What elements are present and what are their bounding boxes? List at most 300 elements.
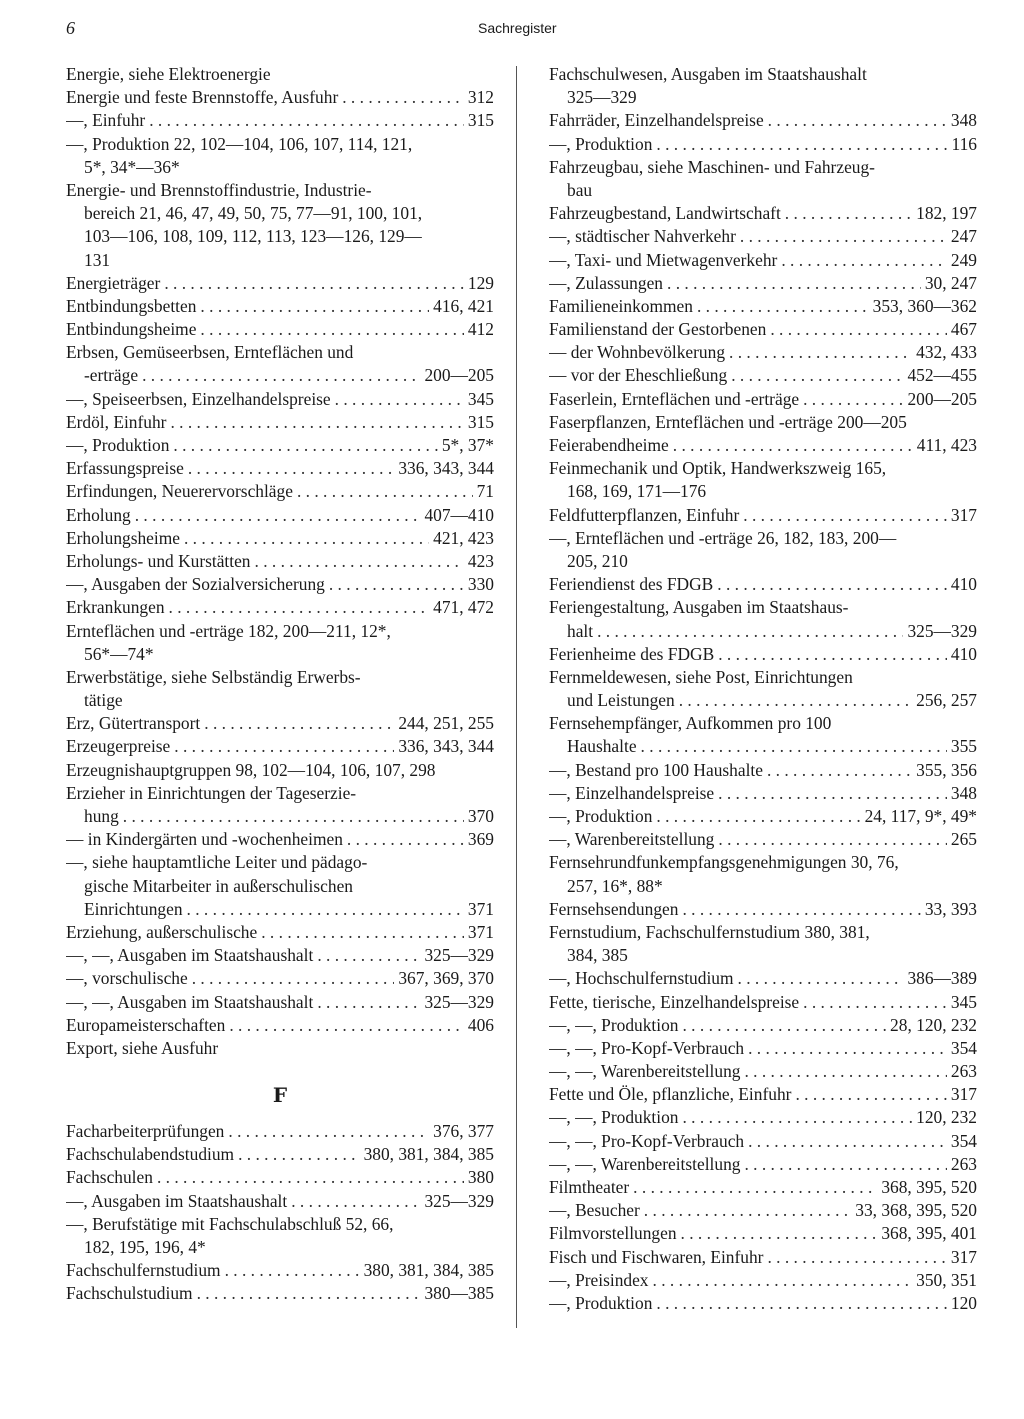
index-term: Energie und feste Brennstoffe, Ausfuhr <box>66 87 339 108</box>
index-entry <box>549 689 977 712</box>
page-reference: 336, 343, 344 <box>398 458 494 479</box>
index-term: Faserlein, Ernteflächen und -erträge <box>549 388 800 409</box>
index-term: Erziehung, außerschulische <box>66 921 258 942</box>
index-entry <box>66 86 494 109</box>
index-term: tätige <box>84 690 123 711</box>
index-term: —, Produktion <box>549 1292 653 1313</box>
page-reference: 348 <box>950 110 977 131</box>
dot-leader <box>261 921 464 944</box>
index-term: Fernsehempfänger, Aufkommen pro 100 <box>549 713 832 734</box>
index-entry <box>549 249 977 272</box>
dot-leader <box>770 318 947 341</box>
index-entry <box>66 527 494 550</box>
dot-leader <box>297 480 473 503</box>
index-term: Feriengestaltung, Ausgaben im Staatshaus- <box>549 597 849 618</box>
index-entry <box>549 1222 977 1245</box>
dot-leader <box>164 272 464 295</box>
index-entry <box>549 921 977 944</box>
page-reference: 71 <box>476 481 494 502</box>
page-reference: 380, 381, 384, 385 <box>363 1144 494 1165</box>
index-entry <box>66 249 494 272</box>
dot-leader <box>744 1153 946 1176</box>
index-term: 5*, 34*—36* <box>84 156 180 177</box>
page-reference: 467 <box>950 319 977 340</box>
index-entry <box>549 759 977 782</box>
dot-leader <box>656 1292 947 1315</box>
dot-leader <box>667 272 921 295</box>
dot-leader <box>197 1282 421 1305</box>
index-term: —, —, Warenbereitstellung <box>549 1153 741 1174</box>
index-entry <box>549 133 977 156</box>
dot-leader <box>718 782 947 805</box>
page-reference: 410 <box>950 574 977 595</box>
index-term: Entbindungsbetten <box>66 295 197 316</box>
index-entry <box>549 666 977 689</box>
index-entry <box>66 712 494 735</box>
dot-leader <box>718 828 947 851</box>
page-reference: 256, 257 <box>916 690 977 711</box>
index-entry <box>549 967 977 990</box>
index-term: Fernmeldewesen, siehe Post, Einrichtungen <box>549 666 853 687</box>
index-term: Erholungsheime <box>66 527 180 548</box>
index-term: 384, 385 <box>567 945 628 966</box>
dot-leader <box>228 1120 429 1143</box>
page-reference: 325—329 <box>424 945 494 966</box>
dot-leader <box>656 133 947 156</box>
index-entry <box>549 1292 977 1315</box>
index-term: —, Ausgaben im Staatshaushalt <box>66 1190 288 1211</box>
page-reference: 325—329 <box>424 991 494 1012</box>
index-term: Familienstand der Gestorbenen <box>549 319 767 340</box>
index-term: -erträge <box>84 365 139 386</box>
index-term: 56*—74* <box>84 643 154 664</box>
page-reference: 30, 247 <box>924 272 977 293</box>
index-entry <box>549 156 977 179</box>
index-entry <box>66 295 494 318</box>
page-reference: 312 <box>467 87 494 108</box>
index-entry <box>66 202 494 225</box>
index-term: Familieneinkommen <box>549 295 693 316</box>
index-entry <box>66 620 494 643</box>
dot-leader <box>682 1014 886 1037</box>
index-entry <box>549 782 977 805</box>
index-entry <box>66 805 494 828</box>
index-entry <box>549 109 977 132</box>
index-entry <box>549 712 977 735</box>
dot-leader <box>188 457 395 480</box>
index-term: —, Produktion <box>549 133 653 154</box>
index-entry <box>66 1282 494 1305</box>
dot-leader <box>803 991 947 1014</box>
index-entry <box>549 318 977 341</box>
index-term: Fisch und Fischwaren, Einfuhr <box>549 1246 764 1267</box>
page-reference: 345 <box>950 991 977 1012</box>
index-entry <box>549 875 977 898</box>
index-entry <box>66 1213 494 1236</box>
index-term: — der Wohnbevölkerung <box>549 342 726 363</box>
index-entry <box>549 179 977 202</box>
index-entry <box>549 944 977 967</box>
page-reference: 432, 433 <box>916 342 977 363</box>
page-reference: 200—205 <box>424 365 494 386</box>
index-entry <box>549 991 977 1014</box>
index-entry <box>66 133 494 156</box>
dot-leader <box>767 1246 946 1269</box>
page-reference: 370 <box>467 806 494 826</box>
index-term: —, Preisindex <box>549 1269 649 1290</box>
page-reference: 315 <box>467 411 494 432</box>
dot-leader <box>682 898 920 921</box>
index-term: 103—106, 108, 109, 112, 113, 123—126, 129— <box>84 226 422 247</box>
index-entry <box>66 434 494 457</box>
index-entry <box>66 898 494 921</box>
index-entry <box>549 1246 977 1269</box>
index-entry <box>549 1014 977 1037</box>
index-entry <box>66 596 494 619</box>
index-term: Erzeugerpreise <box>66 736 171 757</box>
dot-leader <box>653 1269 913 1292</box>
dot-leader <box>673 434 913 457</box>
dot-leader <box>597 620 903 643</box>
section-letter-heading: F <box>272 1083 288 1108</box>
index-entry <box>66 318 494 341</box>
dot-leader <box>200 295 429 318</box>
page-reference: 182, 197 <box>916 203 977 224</box>
dot-leader <box>173 434 437 457</box>
index-entry <box>66 782 494 805</box>
index-entry <box>549 828 977 851</box>
index-entry <box>66 921 494 944</box>
dot-leader <box>204 712 394 735</box>
index-entry <box>549 643 977 666</box>
page-reference: 263 <box>950 1153 977 1174</box>
dot-leader <box>317 944 420 967</box>
page-reference: 120, 232 <box>916 1107 977 1128</box>
index-term: —, Taxi- und Mietwagenverkehr <box>549 249 778 270</box>
page-reference: 407—410 <box>424 504 494 525</box>
page-reference: 244, 251, 255 <box>398 713 494 734</box>
dot-leader <box>803 388 903 411</box>
page-reference: 350, 351 <box>916 1269 977 1290</box>
index-term: Fernstudium, Fachschulfernstudium 380, 381, <box>549 921 870 942</box>
index-entry <box>549 341 977 364</box>
index-entry <box>549 573 977 596</box>
index-entry <box>66 689 494 712</box>
index-term: bereich 21, 46, 47, 49, 50, 75, 77—91, 100, 101, <box>84 203 423 224</box>
index-entry <box>66 944 494 967</box>
index-term: Fahrzeugbestand, Landwirtschaft <box>549 203 781 224</box>
index-entry <box>66 1190 494 1213</box>
page-reference: 411, 423 <box>916 435 977 455</box>
page-reference: 355, 356 <box>916 759 977 780</box>
index-entry <box>66 411 494 434</box>
dot-leader <box>169 596 430 619</box>
index-entry <box>549 388 977 411</box>
index-entry <box>66 550 494 573</box>
page-reference: 371 <box>467 921 494 942</box>
index-term: 257, 16*, 88* <box>567 875 663 896</box>
index-entry <box>549 1176 977 1199</box>
index-term: Faserpflanzen, Ernteflächen und -erträge 200—205 <box>549 411 907 432</box>
index-entry <box>66 851 494 874</box>
index-term: Erdöl, Einfuhr <box>66 411 167 432</box>
index-term: —, Produktion <box>549 806 653 826</box>
dot-leader <box>135 504 421 527</box>
index-entry <box>549 411 977 434</box>
index-term: —, Einzelhandelspreise <box>549 782 715 803</box>
index-entry <box>66 573 494 596</box>
index-term: Feinmechanik und Optik, Handwerkszweig 165, <box>549 458 887 479</box>
page-reference: 28, 120, 232 <box>890 1014 977 1035</box>
column-divider <box>516 66 517 1328</box>
dot-leader <box>174 735 394 758</box>
index-term: Export, siehe Ausfuhr <box>66 1037 219 1058</box>
index-term: Fette, tierische, Einzelhandelspreise <box>549 991 800 1012</box>
index-entry <box>549 735 977 758</box>
index-term: —, —, Ausgaben im Staatshaushalt <box>66 945 314 966</box>
index-entry <box>66 457 494 480</box>
index-term: Filmvorstellungen <box>549 1223 677 1244</box>
index-term: Europameisterschaften <box>66 1014 226 1035</box>
page-reference: 33, 368, 395, 520 <box>855 1200 977 1221</box>
index-term: Haushalte <box>567 736 637 757</box>
index-term: Erfindungen, Neuerervorschläge <box>66 481 293 502</box>
index-term: Erholungs- und Kurstätten <box>66 550 251 571</box>
index-term: —, —, Produktion <box>549 1107 679 1128</box>
dot-leader <box>200 318 463 341</box>
index-term: — in Kindergärten und -wochenheimen <box>66 829 343 850</box>
page-reference: 412 <box>467 319 494 340</box>
page-reference: 116 <box>951 133 977 154</box>
page-reference: 325—329 <box>424 1190 494 1211</box>
index-term: 168, 169, 171—176 <box>567 481 707 502</box>
index-term: Entbindungsheime <box>66 319 197 340</box>
index-entries-e <box>66 63 494 1060</box>
dot-leader <box>767 759 912 782</box>
page-reference: 247 <box>950 226 977 247</box>
index-term: halt <box>567 620 594 641</box>
page-reference: 471, 472 <box>433 597 494 618</box>
index-term: —, Ausgaben der Sozialversicherung <box>66 574 325 595</box>
index-term: hung <box>84 806 119 826</box>
page-reference: 24, 117, 9*, 49* <box>864 806 977 826</box>
dot-leader <box>335 388 464 411</box>
page-reference: 367, 369, 370 <box>398 968 494 989</box>
index-entry <box>66 828 494 851</box>
index-entry <box>66 759 494 782</box>
index-term: —, Bestand pro 100 Haushalte <box>549 759 763 780</box>
index-entry <box>549 272 977 295</box>
page-reference: 263 <box>950 1061 977 1082</box>
index-entry <box>66 967 494 990</box>
dot-leader <box>317 991 420 1014</box>
index-entry <box>66 109 494 132</box>
page-reference: 371 <box>467 898 494 919</box>
index-term: Fachschulstudium <box>66 1283 193 1304</box>
dot-leader <box>656 805 860 828</box>
page-reference: 368, 395, 401 <box>881 1223 977 1244</box>
index-entries-right <box>549 63 977 1315</box>
index-term: Ferienheime des FDGB <box>549 643 715 664</box>
dot-leader <box>342 86 464 109</box>
page-reference: 355 <box>950 736 977 757</box>
index-entry <box>549 1083 977 1106</box>
dot-leader <box>187 898 464 921</box>
page-reference: 416, 421 <box>433 295 494 316</box>
index-term: 182, 195, 196, 4* <box>84 1237 206 1257</box>
page-reference: 317 <box>950 1084 977 1105</box>
index-term: —, Berufstätige mit Fachschulabschluß 52, 66, <box>66 1213 394 1234</box>
index-entry <box>66 480 494 503</box>
index-entry <box>66 225 494 248</box>
index-term: Feldfutterpflanzen, Einfuhr <box>549 504 740 525</box>
page-reference: 129 <box>467 272 494 293</box>
index-entry <box>66 643 494 666</box>
index-term: 131 <box>84 249 111 270</box>
index-term: Filmtheater <box>549 1177 630 1197</box>
page-reference: 380—385 <box>424 1283 494 1304</box>
dot-leader <box>795 1083 946 1106</box>
index-entry <box>66 666 494 689</box>
page-reference: 386—389 <box>907 968 977 989</box>
index-term: —, —, Pro-Kopf-Verbrauch <box>549 1130 745 1151</box>
dot-leader <box>681 1222 878 1245</box>
dot-leader <box>697 295 869 318</box>
index-entry <box>549 550 977 573</box>
index-term: —, Ernteflächen und -erträge 26, 182, 183, 200— <box>549 527 897 548</box>
page-reference: 265 <box>950 829 977 850</box>
index-term: Fernsehrundfunkempfangsgenehmigungen 30, 76, <box>549 852 899 873</box>
index-entry <box>66 341 494 364</box>
index-entry <box>66 1037 494 1060</box>
page-reference: 330 <box>467 574 494 595</box>
index-entry <box>549 480 977 503</box>
index-term: Erkrankungen <box>66 597 165 618</box>
index-term: 205, 210 <box>567 550 628 571</box>
dot-leader <box>184 527 429 550</box>
index-entry <box>66 875 494 898</box>
index-entry <box>549 851 977 874</box>
index-term: Fernsehsendungen <box>549 898 679 919</box>
running-head: Sachregister <box>478 20 557 36</box>
page-reference: 380 <box>467 1167 494 1188</box>
dot-leader <box>743 504 947 527</box>
index-entry <box>549 202 977 225</box>
dot-leader <box>785 202 912 225</box>
index-term: gische Mitarbeiter in außerschulischen <box>84 875 353 896</box>
index-entry <box>66 1236 494 1259</box>
index-term: Ernteflächen und -erträge 182, 200—211, 12*, <box>66 620 391 641</box>
dot-leader <box>781 249 947 272</box>
index-term: Fachschulfernstudium <box>66 1260 221 1281</box>
dot-leader <box>170 411 463 434</box>
index-entries-f <box>66 1120 494 1306</box>
page-reference: 317 <box>950 504 977 525</box>
index-entry <box>66 1143 494 1166</box>
index-entry <box>549 1199 977 1222</box>
index-entry <box>549 1130 977 1153</box>
index-term: Feriendienst des FDGB <box>549 574 714 595</box>
index-entry <box>549 1106 977 1129</box>
index-entry <box>549 596 977 619</box>
index-term: Erbsen, Gemüseerbsen, Ernteflächen und <box>66 342 354 363</box>
index-term: —, Einfuhr <box>66 110 146 131</box>
page-reference: 200—205 <box>907 388 977 409</box>
page-reference: 249 <box>950 249 977 270</box>
page-reference: 353, 360—362 <box>872 295 977 316</box>
index-term: —, vorschulische <box>66 968 188 989</box>
page-reference: 336, 343, 344 <box>398 736 494 757</box>
index-term: —, siehe hauptamtliche Leiter und pädago- <box>66 852 368 873</box>
index-entry <box>549 527 977 550</box>
dot-leader <box>225 1259 360 1282</box>
dot-leader <box>748 1130 947 1153</box>
index-term: 325—329 <box>567 87 637 108</box>
index-entry <box>66 388 494 411</box>
dot-leader <box>238 1143 359 1166</box>
index-entry <box>66 1259 494 1282</box>
page-reference: 120 <box>950 1292 977 1313</box>
page-reference: 317 <box>950 1246 977 1267</box>
page-reference: 406 <box>467 1014 494 1035</box>
index-term: Erz, Gütertransport <box>66 713 201 734</box>
index-term: Erwerbstätige, siehe Selbständig Erwerbs- <box>66 666 361 687</box>
index-entry <box>549 898 977 921</box>
index-term: Erholung <box>66 504 131 525</box>
dot-leader <box>682 1106 912 1129</box>
index-entry <box>66 272 494 295</box>
index-entry <box>66 63 494 86</box>
index-term: Energieträger <box>66 272 161 293</box>
dot-leader <box>329 573 464 596</box>
page-reference: 315 <box>467 110 494 131</box>
page-reference: 376, 377 <box>433 1121 494 1142</box>
index-term: Erzieher in Einrichtungen der Tageserzie- <box>66 782 357 803</box>
index-term: Fette und Öle, pflanzliche, Einfuhr <box>549 1084 792 1105</box>
page-reference: 410 <box>950 643 977 664</box>
dot-leader <box>679 689 912 712</box>
index-entry <box>549 63 977 86</box>
index-entry <box>66 991 494 1014</box>
dot-leader <box>192 967 395 990</box>
index-term: —, —, Ausgaben im Staatshaushalt <box>66 991 314 1012</box>
dot-leader <box>157 1166 464 1189</box>
index-entry <box>549 457 977 480</box>
index-entry <box>66 364 494 387</box>
page-reference: 452—455 <box>907 365 977 386</box>
index-entry <box>66 1166 494 1189</box>
index-entry <box>549 364 977 387</box>
index-entry <box>549 434 977 457</box>
index-term: Facharbeiterprüfungen <box>66 1121 225 1142</box>
index-term: Energie- und Brennstoffindustrie, Industrie- <box>66 179 372 200</box>
dot-leader <box>768 109 947 132</box>
dot-leader <box>744 1060 946 1083</box>
index-term: Energie, siehe Elektroenergie <box>66 64 271 84</box>
index-term: Fahrzeugbau, siehe Maschinen- und Fahrzeug- <box>549 156 875 177</box>
dot-leader <box>347 828 464 851</box>
dot-leader <box>717 573 947 596</box>
dot-leader <box>740 225 947 248</box>
index-entry <box>549 620 977 643</box>
index-entry <box>66 179 494 202</box>
index-entry <box>549 1153 977 1176</box>
dot-leader <box>718 643 947 666</box>
index-term: bau <box>567 179 593 200</box>
index-entry <box>549 1037 977 1060</box>
index-term: Erfassungspreise <box>66 458 184 479</box>
page-reference: 5*, 37* <box>441 435 494 455</box>
